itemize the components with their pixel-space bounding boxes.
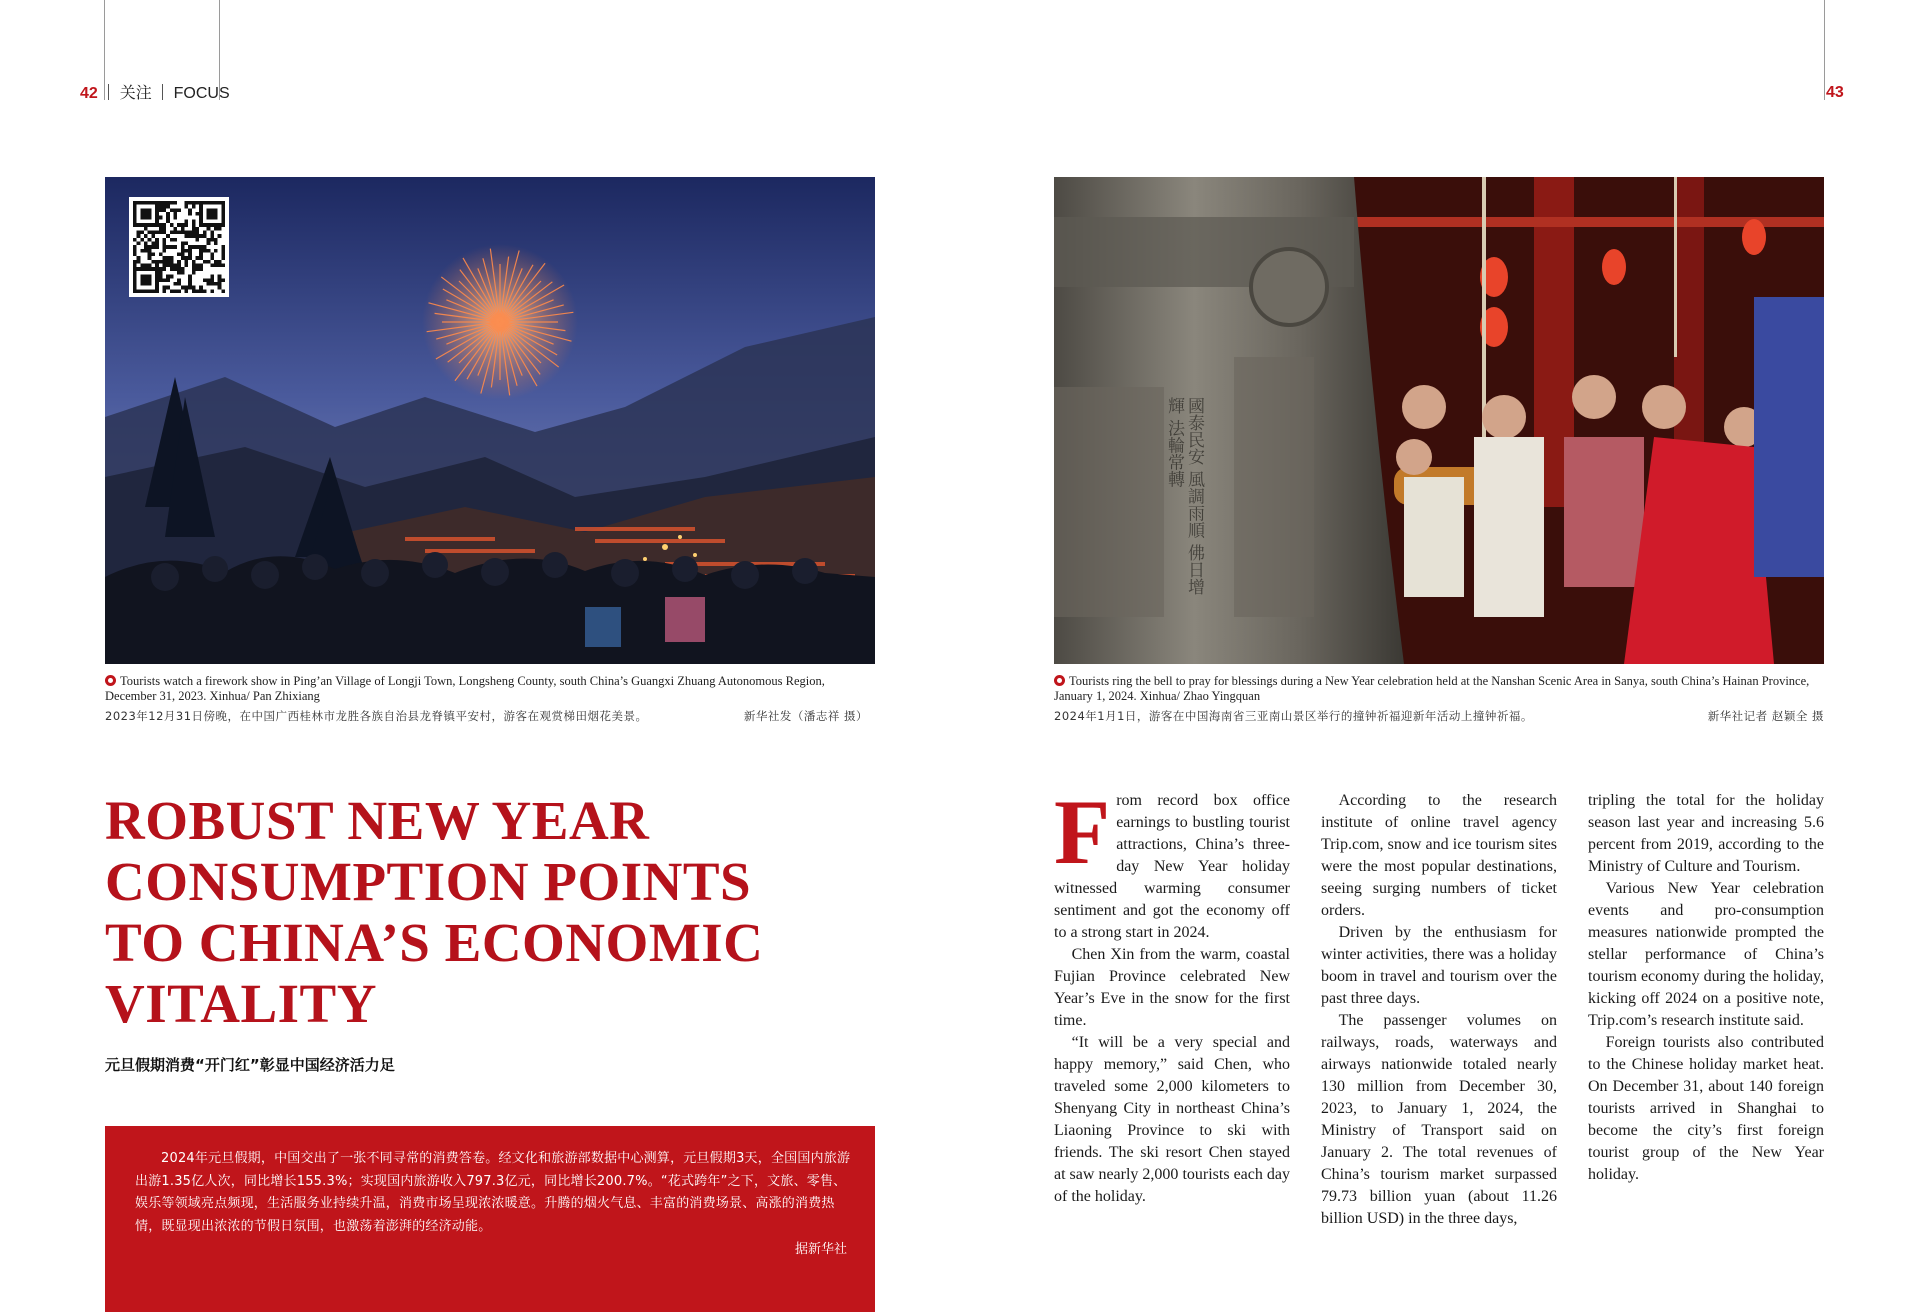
folio-divider	[162, 84, 163, 100]
body-paragraph: tripling the total for the holiday season last year and increasing 5.6 percent from 2019, according to the Ministry of Culture and Tourism.	[1588, 792, 1824, 875]
caption-bullet-icon	[105, 675, 116, 686]
body-column-2	[1321, 790, 1557, 1230]
bell-inscription: 國泰民安 風調雨順 佛日增輝 法輪常轉	[1164, 397, 1204, 595]
body-paragraph: “It will be a very special and happy memory,” said Chen, who traveled some 2,000 kilometers to Shenyang City in northeast China’s Liaoning Province to ski with friends. The ski resort Chen stayed at saw nearly 2,000 tourists each day of the holiday.	[1054, 1034, 1290, 1205]
summary-box	[105, 1126, 875, 1312]
body-paragraph: Chen Xin from the warm, coastal Fujian Province celebrated New Year’s Eve in the snow for the first time.	[1054, 946, 1290, 1029]
photo-caption-cn: 2024年1月1日，游客在中国海南省三亚南山景区举行的撞钟祈福迎新年活动上撞钟祈福。	[1054, 709, 1533, 723]
page-number: 43	[1826, 84, 1844, 101]
body-paragraph: Various New Year celebration events and pro-consumption measures nationwide prompted the stellar performance of China’s tourism economy during the holiday, kicking off 2024 on a positive note, Trip.com’s research institute said.	[1588, 880, 1824, 1029]
body-paragraph: Foreign tourists also contributed to the Chinese holiday market heat. On December 31, about 140 foreign tourists arrived in Shanghai to become the city’s first foreign tourist group of the New Year holiday.	[1588, 1034, 1824, 1183]
headline-line: CONSUMPTION POINTS	[105, 851, 752, 912]
right-folio	[1826, 84, 1844, 102]
left-folio	[80, 84, 230, 103]
photo-credit: 新华社记者 赵颖全 摄	[1707, 709, 1824, 723]
page-number: 42	[80, 85, 98, 102]
fireworks-photo	[105, 177, 875, 664]
photo-caption-en	[105, 674, 875, 703]
caption-text: Tourists ring the bell to pray for blessings during a New Year celebration held at the Nanshan Scenic Area in Sanya, south China’s Hainan Province, January 1, 2024. Xinhua/ Zhao Yingquan	[1054, 674, 1810, 703]
body-column-1	[1054, 781, 1290, 1208]
headline-line: VITALITY	[105, 973, 377, 1034]
body-paragraph: Driven by the enthusiasm for winter activities, there was a holiday boom in travel and tourism over the past three days.	[1321, 924, 1557, 1007]
caption-bullet-icon	[1054, 675, 1065, 686]
photo-caption-cn: 2023年12月31日傍晚，在中国广西桂林市龙胜各族自治县龙脊镇平安村，游客在观赏梯田烟花美景。	[105, 709, 648, 723]
folio-divider	[108, 84, 109, 100]
summary-source: 据新华社	[794, 1242, 847, 1257]
drop-cap: F	[1054, 781, 1111, 883]
bell-photo	[1054, 177, 1824, 664]
headline-line: TO CHINA’S ECONOMIC	[105, 912, 764, 973]
caption-text: Tourists watch a firework show in Ping’an Village of Longji Town, Longsheng County, south China’s Guangxi Zhuang Autonomous Region, December 31, 2023. Xinhua/ Pan Zhixiang	[105, 674, 825, 703]
section-name-cn: 关注	[119, 85, 152, 102]
headline-line: ROBUST NEW YEAR	[105, 790, 650, 851]
photo-credit: 新华社发（潘志祥 摄）	[743, 709, 868, 723]
page-rule	[1824, 0, 1825, 100]
body-paragraph: The passenger volumes on railways, roads, waterways and airways nationwide totaled nearly 130 million from December 30, 2023, to January 1, 2024, the Ministry of Transport said on January 2. The total revenues of China’s tourism market surpassed 79.73 billion yuan (about 11.26 billion USD) in the three days,	[1321, 1012, 1557, 1227]
summary-text-cn: 2024年元旦假期，中国交出了一张不同寻常的消费答卷。经文化和旅游部数据中心测算，元旦假期3天，全国国内旅游出游1.35亿人次，同比增长155.3%；实现国内旅游收入797.3亿元，同比增长200.7%。“花式跨年”之下，文旅、零售、娱乐等领域亮点频现，生活服务业持续升温，消费市场呈现浓浓暖意。升腾的烟火气息、丰富的消费场景、高涨的消费热情，既显现出浓浓的节假日氛围，也激荡着澎湃的经济动能。	[135, 1151, 851, 1234]
qr-code[interactable]	[129, 197, 229, 297]
article-headline	[105, 790, 885, 1034]
body-paragraph: rom record box office earnings to bustling tourist attractions, China’s three-day New Year holiday witnessed warming consumer sentiment and got the economy off to a strong start in 2024.	[1054, 792, 1290, 941]
body-paragraph: According to the research institute of online travel agency Trip.com, snow and ice tourism sites were the most popular destinations, seeing surging numbers of ticket orders.	[1321, 792, 1557, 919]
body-column-3	[1588, 790, 1824, 1186]
photo-caption-en	[1054, 674, 1824, 703]
section-name-en: FOCUS	[173, 85, 230, 102]
article-subhead-cn: 元旦假期消费“开门红”彰显中国经济活力足	[105, 1056, 395, 1074]
